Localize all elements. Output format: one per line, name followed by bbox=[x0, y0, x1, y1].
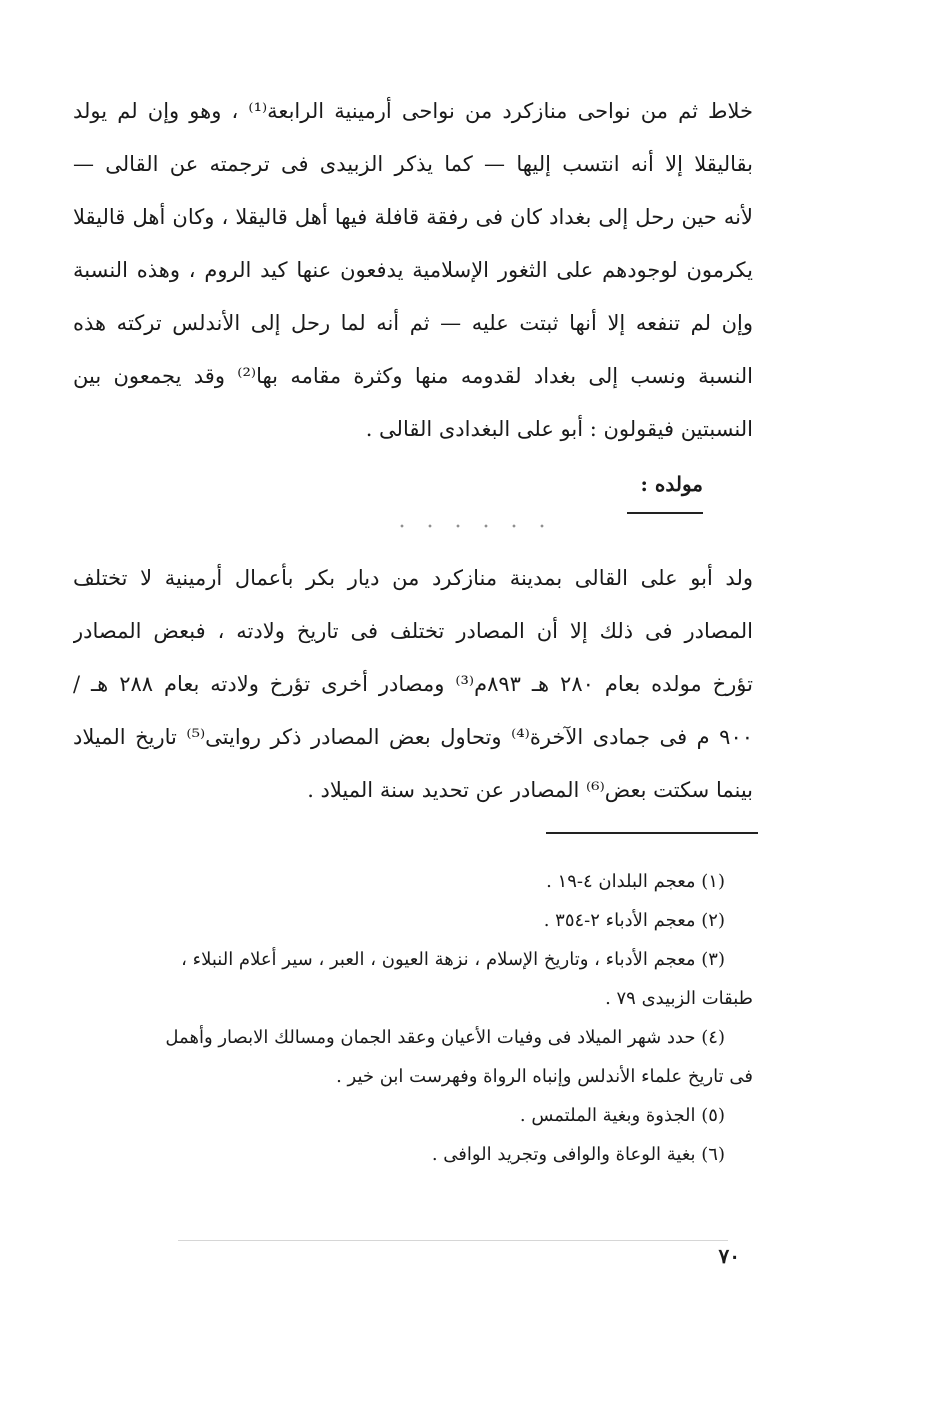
footnote-continuation: فى تاريخ علماء الأندلس وإنباه الرواة وفهرست ابن خير . bbox=[336, 1066, 753, 1087]
paragraph-line: تؤرخ مولده بعام ٢٨٠ هـ ٨٩٣م⁽³⁾ ومصادر أخرى تؤرخ ولادته بعام ٢٨٨ هـ / bbox=[73, 672, 753, 696]
paragraph-line: المصادر فى ذلك إلا أن المصادر تختلف فى تاريخ ولادته ، فبعض المصادر bbox=[73, 619, 753, 643]
paragraph-line: ٩٠٠ م فى جمادى الآخرة⁽⁴⁾ وتحاول بعض المصادر ذكر روايتى⁽⁵⁾ تاريخ الميلاد bbox=[73, 725, 753, 749]
footnotes-list bbox=[73, 862, 753, 1174]
birth-paragraph bbox=[73, 552, 753, 817]
footnote-continuation: طبقات الزبيدى ٧٩ . bbox=[605, 988, 753, 1009]
footnote: (١) معجم البلدان ٤-١٩ . bbox=[546, 871, 725, 892]
paragraph-line: بقاليقلا إلا أنه انتسب إليها — كما يذكر الزبيدى فى ترجمته عن القالى — bbox=[73, 152, 753, 176]
paragraph-line: يكرمون لوجودهم على الثغور الإسلامية يدفعون عنها كيد الروم ، وهذه النسبة bbox=[73, 258, 753, 282]
footnote: (٦) بغية الوعاة والوافى وتجريد الوافى . bbox=[431, 1144, 725, 1165]
heading-underline bbox=[627, 512, 703, 514]
intro-paragraph bbox=[73, 85, 753, 456]
paragraph-line: بينما سكتت بعض⁽⁶⁾ المصادر عن تحديد سنة الميلاد . bbox=[307, 778, 753, 802]
paragraph-line: خلاط ثم من نواحى منازكرد من نواحى أرمينية الرابعة⁽¹⁾ ، وهو وإن لم يولد bbox=[73, 99, 753, 123]
paragraph-line: ولد أبو على القالى بمدينة منازكرد من ديار بكر بأعمال أرمينية لا تختلف bbox=[73, 566, 753, 590]
paragraph-line: وإن لم تنفعه إلا أنها ثبتت عليه — ثم أنه لما رحل إلى الأندلس تركته هذه bbox=[73, 311, 753, 335]
paragraph-line: النسبة ونسب إلى بغداد لقدومه منها وكثرة مقامه بها⁽²⁾ وقد يجمعون بين bbox=[73, 364, 753, 388]
footnote: (٢) معجم الأدباء ٢-٣٥٤ . bbox=[543, 910, 725, 931]
footnote: (٣) معجم الأدباء ، وتاريخ الإسلام ، نزهة العيون ، العبر ، سير أعلام النبلاء ، bbox=[181, 949, 725, 970]
footnote: (٥) الجذوة وبغية الملتمس . bbox=[519, 1105, 725, 1126]
footnote: (٤) حدد شهر الميلاد فى وفيات الأعيان وعقد الجمان ومسالك الابصار وأهمل bbox=[165, 1027, 725, 1048]
section-heading: مولده : bbox=[640, 472, 703, 496]
paragraph-line: لأنه حين رحل إلى بغداد كان فى رفقة قافلة فيها أهل قاليقلا ، وكان أهل قاليقلا bbox=[73, 205, 753, 229]
bottom-scan-line bbox=[178, 1240, 728, 1241]
page-number: ٧٠ bbox=[718, 1244, 740, 1268]
paragraph-line: النسبتين فيقولون : أبو على البغدادى القالى . bbox=[365, 417, 753, 441]
decorative-dots bbox=[388, 522, 568, 530]
footnote-separator bbox=[546, 832, 758, 834]
